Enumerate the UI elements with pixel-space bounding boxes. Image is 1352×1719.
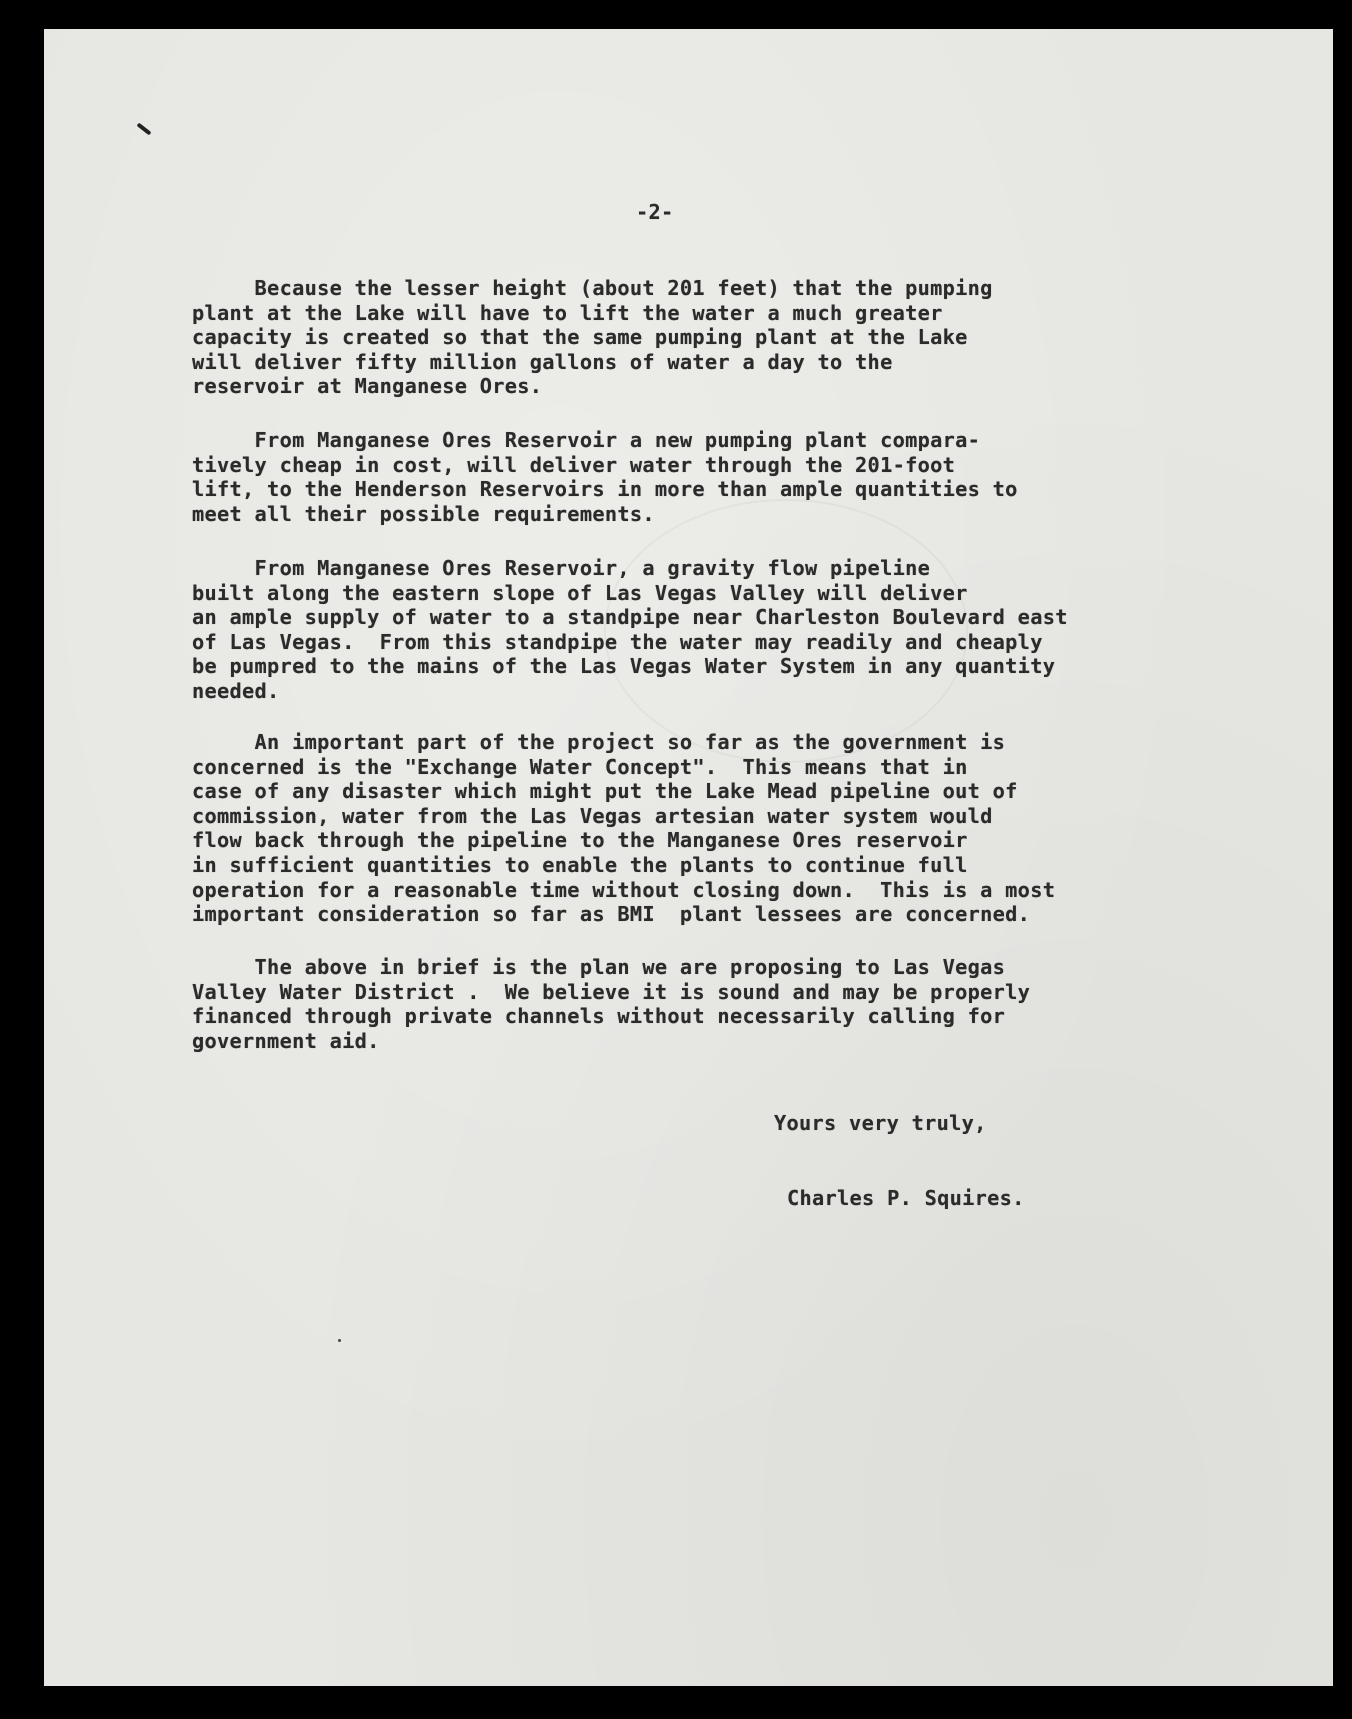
paragraph-line: case of any disaster which might put the Lake Mead pipeline out of <box>192 779 1018 804</box>
paragraph-line: of Las Vegas. From this standpipe the water may readily and cheaply <box>192 629 1043 654</box>
paragraph-henderson-reservoirs <box>192 428 1252 526</box>
closing-salutation: Yours very truly, <box>774 1111 987 1135</box>
paragraph-line: From Manganese Ores Reservoir, a gravity flow pipeline <box>192 556 931 580</box>
paragraph-line: tively cheap in cost, will deliver water through the 201-foot <box>192 452 956 477</box>
paragraph-line: be pumpred to the mains of the Las Vegas Water System in any quantity <box>192 654 1056 679</box>
paragraph-line: needed. <box>192 678 280 703</box>
paragraph-line: An important part of the project so far as the government is <box>192 730 1006 754</box>
page-number: -2- <box>636 200 674 224</box>
paragraph-line: concerned is the "Exchange Water Concept". This means that in <box>192 754 968 779</box>
paragraph-line: flow back through the pipeline to the Manganese Ores reservoir <box>192 828 968 853</box>
paragraph-line: From Manganese Ores Reservoir a new pumping plant compara- <box>192 428 981 452</box>
paragraph-line: an ample supply of water to a standpipe near Charleston Boulevard east <box>192 605 1068 630</box>
paragraph-gravity-pipeline <box>192 556 1252 704</box>
paragraph-line: Valley Water District . We believe it is sound and may be properly <box>192 979 1031 1004</box>
signature-name: Charles P. Squires. <box>787 1186 1025 1210</box>
paragraph-line: plant at the Lake will have to lift the water a much greater <box>192 300 943 325</box>
ink-dot <box>338 1339 341 1342</box>
paragraph-line: The above in brief is the plan we are proposing to Las Vegas <box>192 955 1006 979</box>
paragraph-line: built along the eastern slope of Las Vegas Valley will deliver <box>192 580 968 605</box>
paragraph-line: financed through private channels without necessarily calling for <box>192 1004 1006 1029</box>
paragraph-line: capacity is created so that the same pumping plant at the Lake <box>192 325 968 350</box>
paragraph-pumping-plant <box>192 276 1252 399</box>
paragraph-line: in sufficient quantities to enable the plants to continue full <box>192 852 968 877</box>
paragraph-line: important consideration so far as BMI plant lessees are concerned. <box>192 902 1031 927</box>
paragraph-line: will deliver fifty million gallons of water a day to the <box>192 349 893 374</box>
paragraph-line: Because the lesser height (about 201 feet) that the pumping <box>192 276 993 300</box>
paragraph-plan-summary <box>192 955 1252 1053</box>
paragraph-line: operation for a reasonable time without closing down. This is a most <box>192 877 1056 902</box>
paragraph-exchange-water-concept <box>192 730 1252 927</box>
paragraph-line: reservoir at Manganese Ores. <box>192 374 543 399</box>
paragraph-line: meet all their possible requirements. <box>192 501 655 526</box>
paragraph-line: commission, water from the Las Vegas artesian water system would <box>192 803 993 828</box>
paragraph-line: lift, to the Henderson Reservoirs in more than ample quantities to <box>192 477 1018 502</box>
paragraph-line: government aid. <box>192 1028 380 1053</box>
